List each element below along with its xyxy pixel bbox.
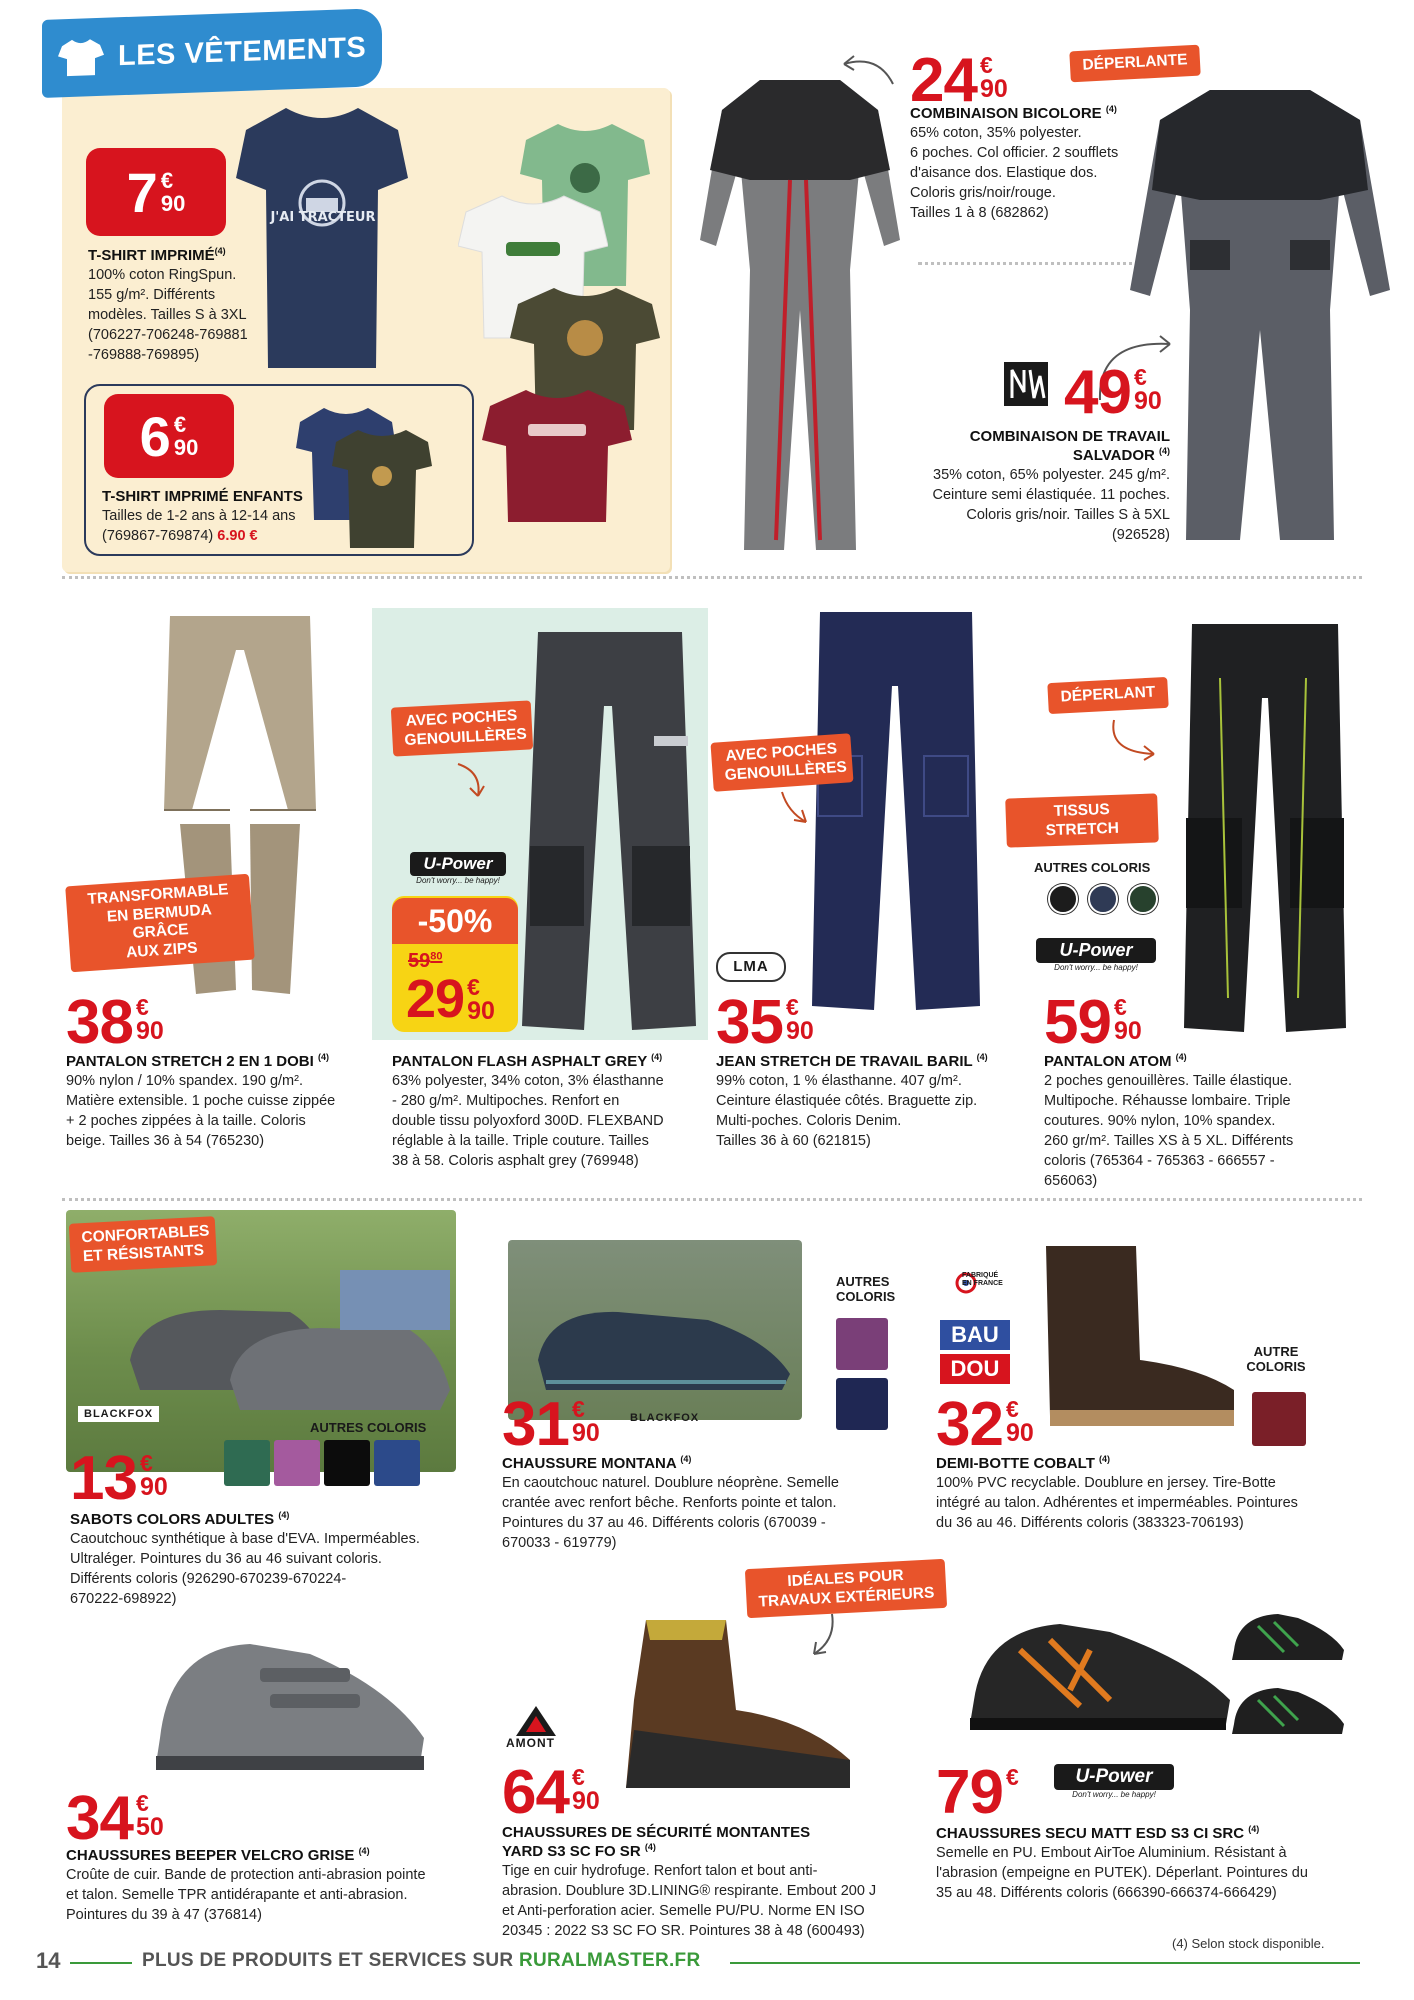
desc-line: Ceinture élastiquée côtés. Braguette zip. <box>716 1093 978 1109</box>
brand-tagline: Don't worry... be happy! <box>416 876 500 885</box>
pants-dobi-price <box>66 988 164 1057</box>
price-integer: 13 <box>70 1444 137 1513</box>
desc-line: coloris (765364 - 765363 - 666557 - <box>1044 1153 1275 1169</box>
price-currency: € <box>785 994 799 1020</box>
desc-line: beige. Tailles 36 à 54 (765230) <box>66 1133 265 1149</box>
upower-logo <box>1036 938 1156 972</box>
desc-line: 6 poches. Col officier. 2 soufflets <box>910 145 1119 161</box>
pants-dobi-info <box>66 1052 376 1151</box>
boot-price <box>936 1390 1034 1459</box>
price-integer: 79 <box>936 1758 1003 1827</box>
page-number: 14 <box>36 1948 61 1973</box>
price-decimal: 50 <box>135 1813 164 1841</box>
blackfox-logo: BLACKFOX <box>630 1412 700 1424</box>
brand-name: BAU <box>940 1320 1010 1350</box>
product-name-line2: SALVADOR $^{(4)}$ <box>1072 446 1170 464</box>
other-colors-label: AUTRES COLORIS <box>1034 860 1151 875</box>
desc-line: coutures. 90% nylon, 10% spandex. <box>1044 1113 1276 1129</box>
footer-promo: PLUS DE PRODUITS ET SERVICES SUR RURALMASTER.FR <box>142 1950 701 1971</box>
desc-line: 65% coton, 35% polyester. <box>910 125 1082 141</box>
section-banner <box>42 8 382 98</box>
desc-line: 155 g/m². Différents <box>88 287 216 303</box>
arrow-icon <box>452 760 492 800</box>
price-integer: 32 <box>936 1390 1003 1459</box>
brand-tagline: Don't worry... be happy! <box>1054 963 1138 972</box>
desc-line: 90% nylon / 10% spandex. 190 g/m². <box>66 1073 303 1089</box>
knee-pockets-badge: AVEC POCHES GENOUILLÈRES <box>710 733 853 792</box>
beeper-info <box>66 1846 486 1925</box>
section-divider <box>62 576 1362 579</box>
footer-line-right <box>730 1962 1360 1964</box>
price-integer: 31 <box>502 1390 569 1459</box>
comfortable-badge: CONFORTABLES ET RÉSISTANTS <box>69 1216 217 1273</box>
desc-line: Semelle en PU. Embout AirToe Aluminium. Résistant à <box>936 1845 1287 1861</box>
product-name: CHAUSSURES BEEPER VELCRO GRISE $^{(4)}$ <box>66 1846 370 1864</box>
color-swatch-purple[interactable] <box>274 1440 320 1486</box>
beeper-shoe-image <box>140 1628 430 1778</box>
discount-percent: -50% <box>392 898 518 944</box>
desc-line: réglable à la taille. Triple couture. Tailles <box>392 1133 649 1149</box>
desc-line: d'aisance dos. Elastique dos. <box>910 165 1098 181</box>
brand-tagline: Don't worry... be happy! <box>1072 1790 1156 1799</box>
desc-line: Pointures du 37 au 46. Différents coloris (670039 - <box>502 1515 826 1531</box>
desc-line: - 280 g/m². Multipoches. Renfort en <box>392 1093 620 1109</box>
product-name: PANTALON FLASH ASPHALT GREY $^{(4)}$ <box>392 1052 663 1070</box>
price-currency: € <box>173 411 187 437</box>
desc-line: 20345 : 2022 S3 SC FO SR. Pointures 38 à 48 (600493) <box>502 1923 865 1939</box>
price-currency: € <box>571 1396 585 1422</box>
price-decimal: 90 <box>467 997 495 1025</box>
price-currency: € <box>467 974 480 1000</box>
boot-info <box>936 1454 1346 1533</box>
pants-flash-price <box>406 969 495 1029</box>
price-decimal: 90 <box>785 1017 814 1045</box>
desc-line: + 2 poches zippées à la taille. Coloris <box>66 1113 306 1129</box>
color-swatch-blue[interactable] <box>374 1440 420 1486</box>
stock-note: (4) Selon stock disponible. <box>1172 1936 1325 1951</box>
price-integer: 64 <box>502 1758 569 1827</box>
price-decimal: 90 <box>571 1419 600 1447</box>
product-name: PANTALON STRETCH 2 EN 1 DOBI $^{(4)}$ <box>66 1052 329 1070</box>
yard-price <box>502 1758 600 1827</box>
product-name: T-SHIRT IMPRIMÉ$^{(4)}$ <box>88 246 226 264</box>
desc-line: En caoutchouc naturel. Doublure néoprène. Semelle <box>502 1475 839 1491</box>
product-name: DEMI-BOTTE COBALT $^{(4)}$ <box>936 1454 1111 1472</box>
desc-line: Ultraléger. Pointures du 36 au 46 suivant coloris. <box>70 1551 382 1567</box>
desc-line: intégré au talon. Adhérentes et imperméables. Pointures <box>936 1495 1298 1511</box>
desc-line: 260 gr/m². Tailles XS à 5 XL. Différents <box>1044 1133 1294 1149</box>
arrow-icon <box>1100 716 1160 762</box>
arrow-icon <box>838 50 898 90</box>
desc-line: et Anti-perforation acier. Semelle PU/PU. Norme EN ISO <box>502 1903 865 1919</box>
pants-flash-info <box>392 1052 712 1171</box>
tshirt-price-badge <box>86 148 226 236</box>
price-integer: 59 <box>1044 988 1111 1057</box>
brand-logo-icon <box>1004 362 1048 406</box>
desc-line: double tissu polyoxford 300D. FLEXBAND <box>392 1113 664 1129</box>
clogs-price <box>70 1444 168 1513</box>
price-integer: 29 <box>406 969 465 1029</box>
upower-logo <box>1054 1764 1174 1799</box>
baudou-logo <box>940 1320 1010 1386</box>
desc-line: 35 au 48. Différents coloris (666390-666374-666429) <box>936 1885 1277 1901</box>
product-name: COMBINAISON DE TRAVAIL <box>969 428 1170 445</box>
brand-name: U-Power <box>410 852 506 876</box>
desc-line: 63% polyester, 34% coton, 3% élasthanne <box>392 1073 664 1089</box>
jeans-baril-info <box>716 1052 1036 1151</box>
brand-name: U-Power <box>1036 938 1156 963</box>
desc-ref: (769867-769874) <box>102 528 214 544</box>
desc-line: 38 à 58. Coloris asphalt grey (769948) <box>392 1153 639 1169</box>
coverall-salvador-info <box>880 428 1170 545</box>
product-name: PANTALON ATOM $^{(4)}$ <box>1044 1052 1187 1070</box>
price-currency: € <box>1005 1396 1019 1422</box>
color-swatch-black[interactable] <box>324 1440 370 1486</box>
color-swatch-navy[interactable] <box>836 1378 888 1430</box>
price-integer: 24 <box>910 46 977 115</box>
brand-name: DOU <box>940 1354 1010 1384</box>
amont-logo-text: AMONT <box>506 1736 555 1750</box>
price-decimal: 90 <box>139 1473 168 1501</box>
convertible-badge: TRANSFORMABLE EN BERMUDA GRÂCE AUX ZIPS <box>65 874 255 973</box>
other-colors-label: AUTRES COLORIS <box>310 1420 427 1435</box>
tshirt-kids-price-badge <box>104 394 234 478</box>
boot-image <box>1040 1240 1240 1430</box>
desc-line: 35% coton, 65% polyester. 245 g/m². <box>933 467 1170 483</box>
desc-line: 656063) <box>1044 1173 1098 1189</box>
desc-line: (706227-706248-769881 <box>88 327 248 343</box>
desc-line: 100% coton RingSpun. <box>88 267 237 283</box>
price-integer: 49 <box>1064 358 1131 427</box>
arrow-icon <box>776 788 816 828</box>
desc-line: 670222-698922) <box>70 1591 177 1607</box>
clogs-image <box>120 1270 460 1420</box>
made-in-france-text: FABRIQUÉ EN FRANCE <box>962 1272 1003 1287</box>
desc-line: Tailles de 1-2 ans à 12-14 ans <box>102 508 296 524</box>
color-swatch-green[interactable] <box>224 1440 270 1486</box>
divider <box>918 262 1146 265</box>
jeans-baril-price <box>716 988 814 1057</box>
desc-line: Multipoche. Réhausse lombaire. Triple <box>1044 1093 1291 1109</box>
price-decimal: 90 <box>1133 387 1162 415</box>
desc-line: l'abrasion (empeigne en PUTEK). Déperlant. Pointures du <box>936 1865 1308 1881</box>
desc-line: et talon. Semelle TPR antidérapante et anti-abrasion. <box>66 1887 408 1903</box>
old-price: $59^{80}$ <box>408 950 443 972</box>
footer-line-left <box>70 1962 132 1964</box>
price-currency: € <box>135 994 149 1020</box>
coverall-salvador-price <box>1064 358 1162 427</box>
product-name: SABOTS COLORS ADULTES $^{(4)}$ <box>70 1510 290 1528</box>
site-link[interactable]: RURALMASTER.FR <box>518 1950 701 1971</box>
price-currency: € <box>1005 1764 1019 1790</box>
water-repellent-badge: DÉPERLANT <box>1047 677 1168 714</box>
price-integer: 6 <box>139 404 171 468</box>
secu-matt-variant-dark-image <box>1228 1680 1348 1740</box>
desc-line: Tailles 36 à 60 (621815) <box>716 1133 871 1149</box>
desc-line: Multi-poches. Coloris Denim. <box>716 1113 902 1129</box>
product-name: COMBINAISON BICOLORE $^{(4)}$ <box>910 104 1117 122</box>
color-swatch-burgundy[interactable] <box>1252 1392 1306 1446</box>
price-decimal: 90 <box>135 1017 164 1045</box>
knee-pockets-badge: AVEC POCHES GENOUILLÈRES <box>391 700 533 756</box>
price-decimal: 90 <box>979 75 1008 103</box>
clogs-info <box>70 1510 480 1609</box>
price-integer: 34 <box>66 1784 133 1853</box>
price-currency: € <box>1113 994 1127 1020</box>
yard-boot-image <box>606 1610 856 1800</box>
desc-line: Coloris gris/noir. Tailles S à 5XL <box>966 507 1170 523</box>
desc-line: abrasion. Doublure 3D.LINING® respirante. Embout 200 J <box>502 1883 877 1899</box>
desc-line: Pointures du 39 à 47 (376814) <box>66 1907 262 1923</box>
desc-line: Ceinture semi élastiquée. 11 poches. <box>932 487 1170 503</box>
price-currency: € <box>979 52 993 78</box>
outdoor-work-badge: IDÉALES POUR TRAVAUX EXTÉRIEURS <box>745 1559 947 1619</box>
price-currency: € <box>160 167 174 193</box>
price-integer: 35 <box>716 988 783 1057</box>
lma-logo: LMA <box>716 952 786 982</box>
product-name: CHAUSSURES DE SÉCURITÉ MONTANTES <box>502 1824 811 1841</box>
product-name: CHAUSSURE MONTANA $^{(4)}$ <box>502 1454 692 1472</box>
desc-line: Caoutchouc synthétique à base d'EVA. Imperméables. <box>70 1531 420 1547</box>
jeans-baril-image <box>806 606 986 1016</box>
color-swatch-green[interactable] <box>1128 884 1158 914</box>
upower-logo <box>410 852 506 885</box>
price-decimal: 90 <box>1005 1419 1034 1447</box>
product-name: T-SHIRT IMPRIMÉ ENFANTS <box>102 488 303 505</box>
section-title: LES VÊTEMENTS <box>118 31 367 72</box>
desc-line: (926528) <box>1111 527 1170 543</box>
other-colors-label: AUTRES COLORIS <box>836 1274 896 1304</box>
color-swatch-black[interactable] <box>1048 884 1078 914</box>
secu-matt-price <box>936 1758 1019 1827</box>
tshirt-info <box>88 246 308 365</box>
desc-line: Tige en cuir hydrofuge. Renfort talon et bout anti- <box>502 1863 818 1879</box>
secu-matt-shoe-image <box>960 1610 1240 1740</box>
desc-line: Tailles 1 à 8 (682862) <box>910 205 1049 221</box>
pants-atom-info <box>1044 1052 1354 1191</box>
water-repellent-badge: DÉPERLANTE <box>1069 45 1200 82</box>
desc-line: -769888-769895) <box>88 347 200 363</box>
price-currency: € <box>571 1764 585 1790</box>
ref-price: 6.90 € <box>217 528 258 544</box>
price-decimal: 90 <box>1113 1017 1142 1045</box>
tshirt-print-text: J'AI TRACTEUR <box>270 210 376 225</box>
pants-atom-image <box>1180 618 1350 1038</box>
price-currency: € <box>139 1450 153 1476</box>
desc-line: 670033 - 619779) <box>502 1535 617 1551</box>
desc-line: 2 poches genouillères. Taille élastique. <box>1044 1073 1293 1089</box>
desc-line: 99% coton, 1 % élasthanne. 407 g/m². <box>716 1073 962 1089</box>
tshirt-burgundy-image <box>482 384 632 524</box>
beeper-price <box>66 1784 164 1853</box>
section-divider <box>62 1198 1362 1201</box>
secu-matt-info <box>936 1824 1356 1903</box>
desc-line: 100% PVC recyclable. Doublure en jersey. Tire-Botte <box>936 1475 1276 1491</box>
secu-matt-variant-green-image <box>1228 1606 1348 1666</box>
tshirt-kids-info <box>102 488 342 546</box>
montana-info <box>502 1454 902 1553</box>
tshirt-icon <box>58 37 104 79</box>
desc-line: Croûte de cuir. Bande de protection anti-abrasion pointe <box>66 1867 426 1883</box>
desc-line: crantée avec renfort bêche. Renforts pointe et talon. <box>502 1495 837 1511</box>
other-color-label: AUTRE COLORIS <box>1246 1344 1306 1374</box>
desc-line: modèles. Tailles S à 3XL <box>88 307 247 323</box>
product-name-line2: YARD S3 SC FO SR $^{(4)}$ <box>502 1842 656 1860</box>
price-decimal: 90 <box>173 435 199 460</box>
price-currency: € <box>1133 364 1147 390</box>
price-decimal: 90 <box>571 1787 600 1815</box>
pants-flash-image <box>520 626 700 1036</box>
coverall-bicolor-image <box>700 70 900 570</box>
yard-info <box>502 1824 922 1941</box>
brand-name: U-Power <box>1054 1764 1174 1790</box>
price-decimal: 90 <box>160 191 186 216</box>
price-integer: 38 <box>66 988 133 1057</box>
desc-line: Matière extensible. 1 poche cuisse zippée <box>66 1093 336 1109</box>
stretch-fabric-badge: TISSUS STRETCH <box>1005 793 1159 847</box>
desc-line: Différents coloris (926290-670239-670224- <box>70 1571 347 1587</box>
price-integer: 7 <box>126 160 158 224</box>
color-swatch-navy[interactable] <box>1088 884 1118 914</box>
desc-line: Coloris gris/noir/rouge. <box>910 185 1056 201</box>
product-name: JEAN STRETCH DE TRAVAIL BARIL $^{(4)}$ <box>716 1052 988 1070</box>
montana-price <box>502 1390 600 1459</box>
color-swatch-purple[interactable] <box>836 1318 888 1370</box>
pants-atom-price <box>1044 988 1142 1057</box>
desc-line: du 36 au 46. Différents coloris (383323-706193) <box>936 1515 1244 1531</box>
blackfox-logo: BLACKFOX <box>78 1406 159 1422</box>
amont-logo-icon <box>514 1704 558 1738</box>
coverall-bicolor-price <box>910 46 1008 115</box>
product-name: CHAUSSURES SECU MATT ESD S3 CI SRC $^{(4)}$ <box>936 1824 1260 1842</box>
price-currency: € <box>135 1790 149 1816</box>
montana-shoe-image <box>528 1290 798 1400</box>
